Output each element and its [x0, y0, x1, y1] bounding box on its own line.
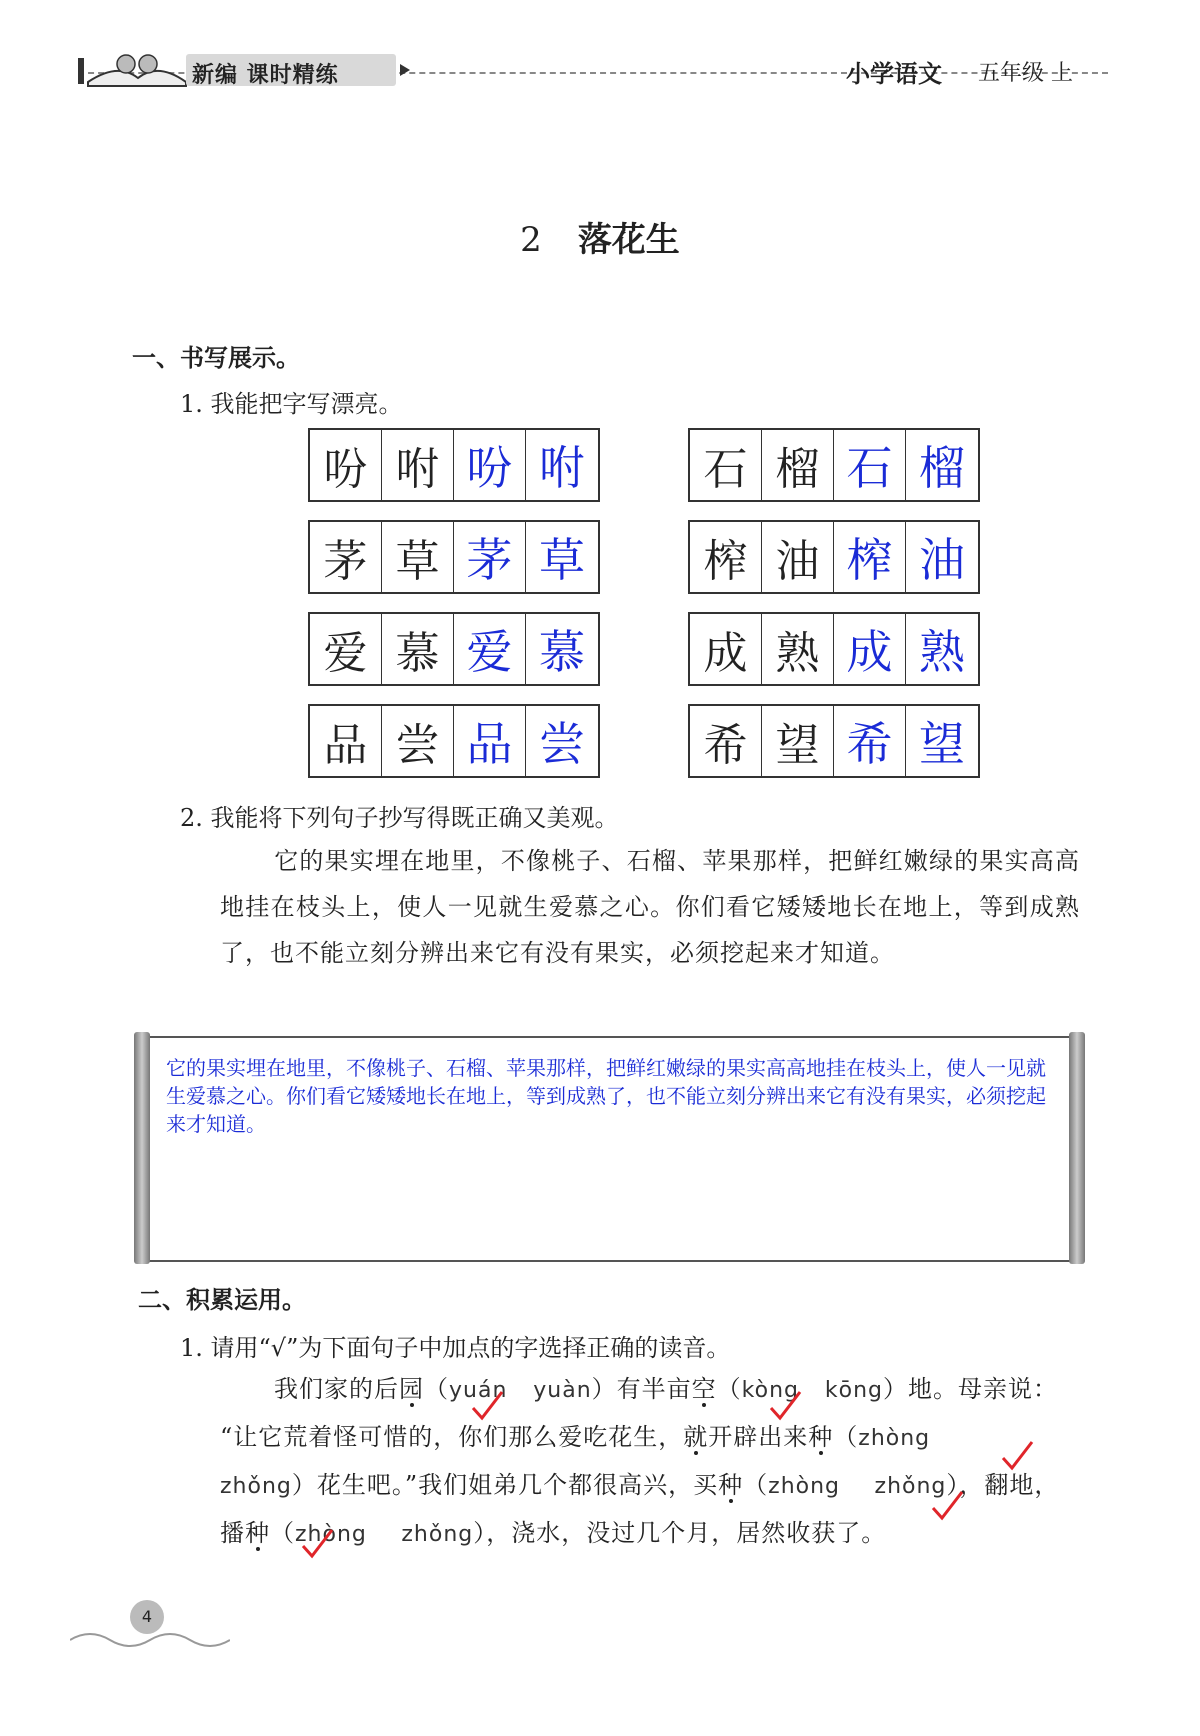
- written-char: 茅: [454, 522, 526, 592]
- pinyin-option: yuàn: [533, 1378, 592, 1403]
- model-char: 尝: [382, 706, 454, 776]
- model-char: 榴: [762, 430, 834, 500]
- pinyin-option: zhǒng: [401, 1522, 474, 1547]
- copy-passage: [220, 838, 1080, 976]
- written-char: 成: [834, 614, 906, 684]
- writing-grid-6: [688, 612, 980, 686]
- question-1-2: 2. 我能将下列句子抄写得既正确又美观。: [180, 804, 619, 832]
- lesson-title: [0, 212, 1200, 261]
- check-mark-icon: [930, 1490, 964, 1524]
- check-mark-icon: [1000, 1440, 1034, 1474]
- model-char: 草: [382, 522, 454, 592]
- model-char: 成: [690, 614, 762, 684]
- lesson-number: 2: [520, 220, 542, 260]
- pinyin-option: zhòng: [858, 1426, 931, 1451]
- lesson-name: 落花生: [577, 220, 680, 260]
- book-bears-icon: [78, 52, 188, 88]
- written-char: 油: [919, 533, 965, 587]
- writing-grid-3: [308, 520, 600, 594]
- handwritten-answer: 它的果实埋在地里，不像桃子、石榴、苹果那样，把鲜红嫩绿的果实高高地挂在枝头上，使人一见就生爱慕之心。你们看它矮矮地长在地上，等到成熟了，也不能立刻分辨出来它有没有果实，必须挖起来才知道。: [166, 1056, 1046, 1136]
- pinyin-option: zhòng: [768, 1474, 840, 1499]
- reading-passage: [220, 1366, 1090, 1558]
- answer-scroll-box: [140, 1036, 1079, 1262]
- written-char: 尝: [539, 717, 585, 771]
- writing-grid-2: [688, 428, 980, 502]
- pinyin-option: kòng: [741, 1378, 799, 1403]
- model-char: 石: [690, 430, 762, 500]
- model-char: 油: [762, 522, 834, 592]
- model-char: 品: [310, 706, 382, 776]
- model-char: 爱: [310, 614, 382, 684]
- written-char: 石: [834, 430, 906, 500]
- check-mark-icon: [300, 1528, 334, 1562]
- pinyin-option: zhòng: [295, 1522, 367, 1547]
- reading-line-3: zhǒng）花生吧。”我们姐弟几个都很高兴，买种（zhòng zhǒng），翻地，: [220, 1471, 1060, 1499]
- writing-grid-4: [688, 520, 980, 594]
- section1-heading: 一、书写展示。: [132, 343, 300, 372]
- reading-line-2: “让它荒着怪可惜的，你们那么爱吃花生，就开辟出来种（zhòng: [220, 1423, 931, 1451]
- model-char: 望: [762, 706, 834, 776]
- check-mark-icon: [470, 1390, 504, 1424]
- question-2-1: 1. 请用“√”为下面句子中加点的字选择正确的读音。: [180, 1334, 731, 1362]
- dotted-char: 园: [399, 1375, 424, 1403]
- pinyin-option: zhǒng: [874, 1474, 947, 1499]
- written-char: 慕: [539, 625, 585, 679]
- grade-label: 五年级 上: [978, 61, 1073, 86]
- written-char: 吩: [454, 430, 526, 500]
- pinyin-option: kōng: [824, 1378, 883, 1403]
- subject-label: 小学语文: [846, 59, 942, 88]
- model-char: 榨: [690, 522, 762, 592]
- writing-grid-8: [688, 704, 980, 778]
- model-char: 咐: [382, 430, 454, 500]
- dotted-char: 种: [245, 1519, 270, 1547]
- written-char: 榴: [919, 441, 965, 495]
- pinyin-option: zhǒng: [220, 1474, 292, 1499]
- model-char: 希: [690, 706, 762, 776]
- scroll-rod-left: [134, 1032, 150, 1264]
- question-1-1: 1. 我能把字写漂亮。: [180, 390, 403, 418]
- arrow-right-icon: [400, 64, 410, 76]
- reading-line-1: 我们家的后园（yuán yuàn）有半亩空（kòng kōng）地。母亲说：: [274, 1375, 1058, 1403]
- written-char: 品: [454, 706, 526, 776]
- writing-grid-1: [308, 428, 600, 502]
- written-char: 希: [834, 706, 906, 776]
- check-mark-icon: [768, 1390, 802, 1424]
- copy-passage-text: 它的果实埋在地里，不像桃子、石榴、苹果那样，把鲜红嫩绿的果实高高地挂在枝头上，使人一见就生爱慕之心。你们看它矮矮地长在地上，等到成熟了，也不能立刻分辨出来它有没有果实，必须挖起来才知道。: [220, 847, 1080, 967]
- writing-grid-5: [308, 612, 600, 686]
- dotted-char: 空: [691, 1375, 717, 1403]
- dotted-char: 种: [808, 1423, 834, 1451]
- written-char: 榨: [834, 522, 906, 592]
- written-char: 咐: [539, 441, 585, 495]
- dotted-char: 种: [718, 1471, 744, 1499]
- dotted-char: 就: [683, 1423, 709, 1451]
- model-char: 吩: [310, 430, 382, 500]
- pinyin-option: yuán: [449, 1378, 508, 1403]
- section2-heading: 二、积累运用。: [138, 1285, 306, 1314]
- writing-grid-7: [308, 704, 600, 778]
- reading-line-4: 播种（zhòng zhǒng），浇水，没过几个月，居然收获了。: [220, 1519, 887, 1547]
- model-char: 熟: [762, 614, 834, 684]
- written-char: 熟: [919, 625, 965, 679]
- written-char: 草: [539, 533, 585, 587]
- page-number: 4: [130, 1600, 164, 1634]
- model-char: 慕: [382, 614, 454, 684]
- written-char: 望: [919, 717, 965, 771]
- model-char: 茅: [310, 522, 382, 592]
- series-title: 新编 课时精练: [192, 62, 339, 88]
- scroll-rod-right: [1069, 1032, 1085, 1264]
- written-char: 爱: [454, 614, 526, 684]
